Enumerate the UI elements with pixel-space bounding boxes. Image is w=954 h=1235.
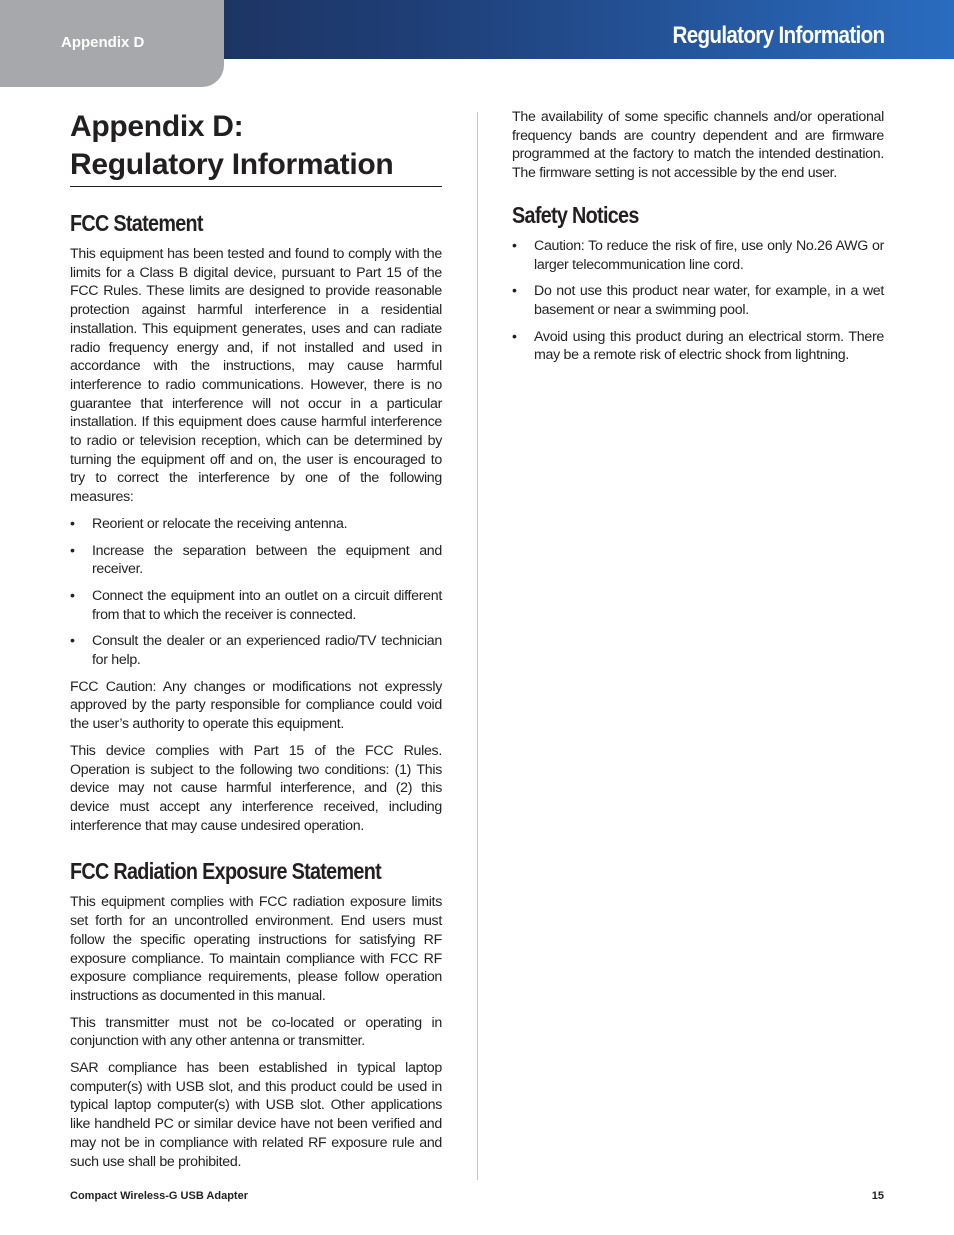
tab-label: Appendix D [61, 34, 145, 51]
bullet-icon: • [512, 237, 517, 254]
safety-notices-heading: Safety Notices [512, 201, 639, 228]
page-title [70, 108, 442, 187]
list-item [70, 515, 442, 534]
section-title: Regulatory Information [672, 22, 884, 49]
list-item-text: Caution: To reduce the risk of fire, use only No.26 AWG or larger telecommunication line cord. [534, 237, 884, 273]
list-item-text: Increase the separation between the equipment and receiver. [92, 542, 442, 578]
radiation-paragraph-2: This transmitter must not be co-located or operating in conjunction with any other antenna or transmitter. [70, 1014, 442, 1050]
list-item-text: Connect the equipment into an outlet on a circuit different from that to which the receiver is connected. [92, 587, 442, 623]
radiation-paragraph-3: SAR compliance has been established in typical laptop computer(s) with USB slot, and this product could be used in typical laptop computer(s) with USB slot. Other applications like handheld PC or similar device have not been verified and may not be in compliance with related RF exposure rule and such use shall be prohibited. [70, 1060, 442, 1170]
bullet-icon: • [70, 633, 75, 650]
list-item-text: Consult the dealer or an experienced radio/TV technician for help. [92, 633, 442, 669]
fcc-measures-list [70, 515, 442, 670]
bullet-icon: • [70, 542, 75, 559]
column-divider [477, 112, 478, 1180]
list-item-text: Avoid using this product during an electrical storm. There may be a remote risk of electric shock from lightning. [534, 328, 884, 364]
bullet-icon: • [70, 587, 75, 604]
radiation-heading: FCC Radiation Exposure Statement [70, 858, 382, 885]
list-item [512, 282, 884, 319]
list-item [70, 632, 442, 669]
bullet-icon: • [512, 283, 517, 300]
safety-list [512, 237, 884, 365]
bullet-icon: • [70, 515, 75, 532]
right-column [512, 108, 884, 373]
radiation-paragraph-1: This equipment complies with FCC radiation exposure limits set forth for an uncontrolled environment. End users must follow the specific operating instructions for satisfying RF exposure compliance. To maintain compliance with FCC RF exposure compliance requirements, please follow operation instructions as documented in this manual. [70, 894, 442, 1004]
fcc-caution-paragraph: FCC Caution: Any changes or modifications not expressly approved by the party responsible for compliance could void the user’s authority to operate this equipment. [70, 678, 442, 733]
list-item-text: Reorient or relocate the receiving antenna. [92, 515, 348, 532]
list-item-text: Do not use this product near water, for example, in a wet basement or near a swimming pool. [534, 283, 884, 318]
list-item [512, 237, 884, 274]
list-item [70, 542, 442, 579]
footer-product-name: Compact Wireless-G USB Adapter [70, 1190, 248, 1202]
fcc-statement-heading: FCC Statement [70, 210, 203, 236]
list-item [70, 587, 442, 624]
page-title-line2: Regulatory Information [70, 148, 394, 181]
page-title-line1: Appendix D: [70, 110, 244, 143]
list-item [512, 328, 884, 365]
availability-paragraph: The availability of some specific channels and/or operational frequency bands are country dependent and are firmware programmed at the factory to match the intended destination. The firmware setting is not accessible by the end user. [512, 109, 884, 182]
left-column [70, 108, 442, 1179]
bullet-icon: • [512, 328, 517, 345]
fcc-intro-paragraph: This equipment has been tested and found to comply with the limits for a Class B digital device, pursuant to Part 15 of the FCC Rules. These limits are designed to provide reasonable protection against harmful interference in a residential installation. This equipment generates, uses and can radiate radio frequency energy and, if not installed and used in accordance with the instructions, may cause harmful interference to radio communications. However, there is no guarantee that interference will not occur in a particular installation. If this equipment does cause harmful interference to radio or television reception, which can be determined by turning the equipment off and on, the user is encouraged to try to correct the interference by one of the following measures: [70, 246, 442, 506]
appendix-tab [0, 0, 224, 87]
footer-page-number: 15 [871, 1190, 884, 1202]
fcc-compliance-paragraph: This device complies with Part 15 of the FCC Rules. Operation is subject to the following two conditions: (1) This device may not cause harmful interference, and (2) this device must accept any interference received, including interference that may cause undesired operation. [70, 742, 442, 834]
